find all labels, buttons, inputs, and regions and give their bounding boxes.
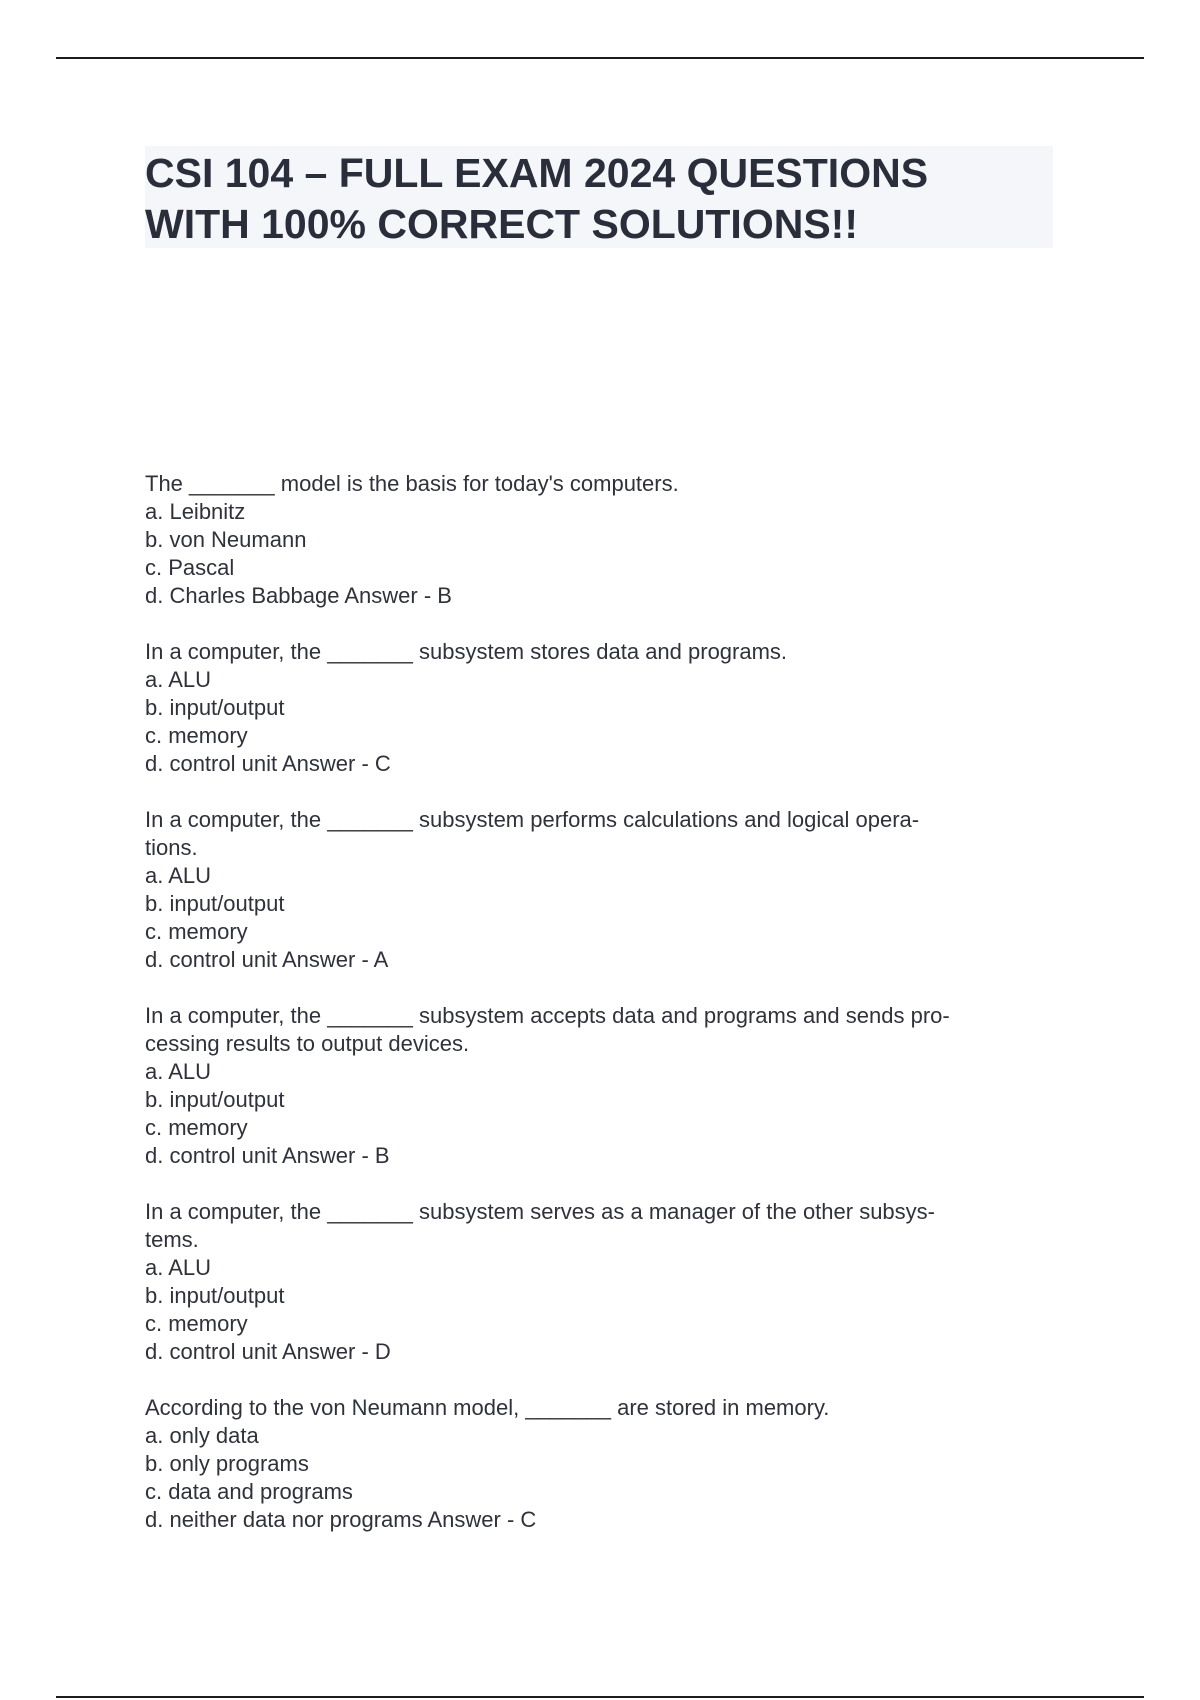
option-c: c. memory xyxy=(145,723,248,748)
option-d-answer: d. control unit Answer - C xyxy=(145,751,391,776)
question-text: According to the von Neumann model, _______ are stored in memory. xyxy=(145,1395,830,1420)
option-a: a. ALU xyxy=(145,667,212,692)
option-c: c. data and programs xyxy=(145,1479,353,1504)
option-d-answer: d. control unit Answer - A xyxy=(145,947,389,972)
question-5 xyxy=(145,1198,1045,1366)
question-list xyxy=(145,470,1045,1562)
option-a: a. ALU xyxy=(145,1059,212,1084)
top-rule xyxy=(56,57,1144,59)
option-a: a. only data xyxy=(145,1423,259,1448)
option-b: b. von Neumann xyxy=(145,527,307,552)
question-4 xyxy=(145,1002,1045,1170)
question-3 xyxy=(145,806,1045,974)
option-a: a. ALU xyxy=(145,863,212,888)
question-6 xyxy=(145,1394,1045,1534)
option-c: c. memory xyxy=(145,1311,248,1336)
title-line: WITH 100% CORRECT SOLUTIONS!! xyxy=(145,201,858,247)
option-a: a. ALU xyxy=(145,1255,212,1280)
bottom-rule xyxy=(56,1696,1144,1698)
option-b: b. input/output xyxy=(145,1283,285,1308)
option-a: a. Leibnitz xyxy=(145,499,246,524)
option-d-answer: d. control unit Answer - D xyxy=(145,1339,391,1364)
question-text-continued: tions. xyxy=(145,835,198,860)
question-text-continued: tems. xyxy=(145,1227,199,1252)
title-line: CSI 104 – FULL EXAM 2024 QUESTIONS xyxy=(145,150,929,196)
option-c: c. memory xyxy=(145,1115,248,1140)
question-text: In a computer, the _______ subsystem stores data and programs. xyxy=(145,639,788,664)
option-d-answer: d. neither data nor programs Answer - C xyxy=(145,1507,537,1532)
question-1 xyxy=(145,470,1045,610)
option-b: b. only programs xyxy=(145,1451,309,1476)
option-c: c. memory xyxy=(145,919,248,944)
option-b: b. input/output xyxy=(145,1087,285,1112)
question-text-continued: cessing results to output devices. xyxy=(145,1031,470,1056)
option-d-answer: d. control unit Answer - B xyxy=(145,1143,390,1168)
document-title xyxy=(145,146,1053,248)
question-text: In a computer, the _______ subsystem serves as a manager of the other subsys- xyxy=(145,1199,935,1224)
question-text: In a computer, the _______ subsystem accepts data and programs and sends pro- xyxy=(145,1003,950,1028)
option-c: c. Pascal xyxy=(145,555,235,580)
question-text: In a computer, the _______ subsystem performs calculations and logical opera- xyxy=(145,807,920,832)
question-2 xyxy=(145,638,1045,778)
option-b: b. input/output xyxy=(145,695,285,720)
question-text: The _______ model is the basis for today's computers. xyxy=(145,471,679,496)
option-b: b. input/output xyxy=(145,891,285,916)
option-d-answer: d. Charles Babbage Answer - B xyxy=(145,583,452,608)
